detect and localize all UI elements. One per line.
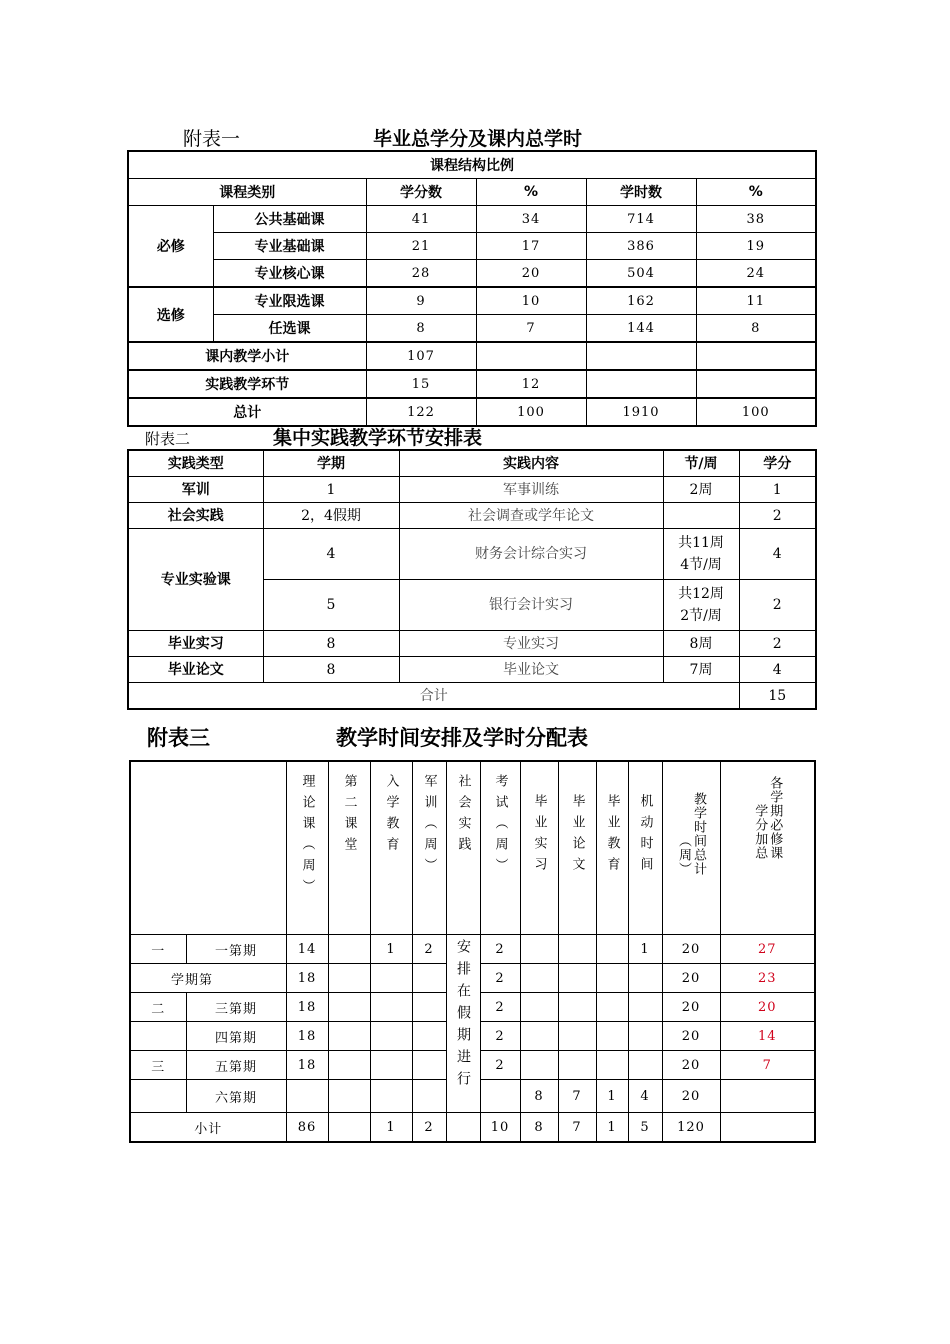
subtotal-label: 小计: [130, 1113, 286, 1143]
flex-cell: 4: [628, 1080, 662, 1113]
theory-cell: [286, 1080, 328, 1113]
row-name: 任选课: [213, 315, 366, 343]
appendix2-label: 附表二: [145, 430, 191, 448]
lab-content: 银行会计实习: [399, 580, 663, 631]
term-cell: 五第期: [186, 1051, 286, 1080]
header-content: 实践内容: [399, 450, 663, 477]
credits-cell: [720, 1080, 815, 1113]
row-weeks: [663, 503, 739, 529]
year-cell: 三: [130, 1051, 186, 1080]
subtotal-label: 课内教学小计: [128, 342, 366, 370]
row-hours: 162: [586, 287, 696, 315]
appendix1-title: 毕业总学分及课内总学时: [373, 128, 583, 150]
flex-cell: [628, 1051, 662, 1080]
intern-cell: [520, 964, 558, 993]
grad-edu-cell: [596, 1051, 628, 1080]
row-hour-pct: 19: [696, 233, 816, 260]
total-hour-pct: 100: [696, 398, 816, 426]
total-hours: 1910: [586, 398, 696, 426]
term-cell: 三第期: [186, 993, 286, 1022]
row-credits: 8: [366, 315, 476, 343]
col-grad-edu: 毕业教育: [596, 761, 628, 935]
intern-cell: [520, 1051, 558, 1080]
row-term: 2，4假期: [263, 503, 399, 529]
col-intern: 毕业实习: [520, 761, 558, 935]
intern-cell: 8: [520, 1080, 558, 1113]
military-cell: [412, 1080, 446, 1113]
exam-cell: 2: [480, 964, 520, 993]
subtotal-total: 120: [662, 1113, 720, 1143]
grad-edu-cell: [596, 993, 628, 1022]
row-type: 毕业实习: [128, 631, 263, 657]
total-cell: 20: [662, 935, 720, 964]
grad-edu-cell: [596, 964, 628, 993]
appendix1-label: 附表一: [183, 128, 241, 150]
row-weeks: 2周: [663, 477, 739, 503]
subtotal-military: 2: [412, 1113, 446, 1143]
military-cell: [412, 964, 446, 993]
entry-cell: [370, 1051, 412, 1080]
term-cell: 四第期: [186, 1022, 286, 1051]
military-cell: 2: [412, 935, 446, 964]
term-cell: 一第期: [186, 935, 286, 964]
military-cell: [412, 1022, 446, 1051]
year-cell: [130, 1022, 186, 1051]
subtotal-credits: 107: [366, 342, 476, 370]
subtotal-entry: 1: [370, 1113, 412, 1143]
exam-cell: 2: [480, 1022, 520, 1051]
military-cell: [412, 1051, 446, 1080]
header-credits: 学分数: [366, 179, 476, 206]
total-label: 合计: [128, 683, 739, 710]
col-military: 军训（周）: [412, 761, 446, 935]
flex-cell: [628, 993, 662, 1022]
row-hours: 504: [586, 260, 696, 288]
lab-weeks: [663, 580, 739, 631]
entry-cell: [370, 993, 412, 1022]
lab-weeks-total: 共12周: [678, 586, 724, 602]
theory-cell: 14: [286, 935, 328, 964]
header-type: 实践类型: [128, 450, 263, 477]
intern-cell: [520, 993, 558, 1022]
year-cell: 一: [130, 935, 186, 964]
social-note: 安排在假期进行: [446, 935, 480, 1113]
credits-cell: 23: [720, 964, 815, 993]
row-content: 专业实习: [399, 631, 663, 657]
credits-cell: 7: [720, 1051, 815, 1080]
col-total-weeks: [662, 761, 720, 935]
header-credit-pct: %: [476, 179, 586, 206]
practice-credits: 15: [366, 370, 476, 398]
row-credit-pct: 34: [476, 206, 586, 233]
row-hours: 386: [586, 233, 696, 260]
row-type: 军训: [128, 477, 263, 503]
row-name: 专业限选课: [213, 287, 366, 315]
intern-cell: [520, 1022, 558, 1051]
total-credit-pct: 100: [476, 398, 586, 426]
year-cell: 二: [130, 993, 186, 1022]
theory-cell: 18: [286, 993, 328, 1022]
row-name: 专业基础课: [213, 233, 366, 260]
appendix2-title: 集中实践教学环节安排表: [273, 427, 483, 449]
row-credit-pct: 20: [476, 260, 586, 288]
col-second: 第二课堂: [328, 761, 370, 935]
row-term: 1: [263, 477, 399, 503]
entry-cell: [370, 1080, 412, 1113]
header-weeks: 节/周: [663, 450, 739, 477]
exam-cell: 2: [480, 993, 520, 1022]
subtotal-grad-edu: 1: [596, 1113, 628, 1143]
grad-edu-cell: 1: [596, 1080, 628, 1113]
col-entry: 入学教育: [370, 761, 412, 935]
credits-cell: 27: [720, 935, 815, 964]
col-total-weeks-1: 教学时间总计: [691, 792, 706, 876]
practice-credit-pct: 12: [476, 370, 586, 398]
total-label: 总计: [128, 398, 366, 426]
theory-cell: 18: [286, 1051, 328, 1080]
term-cell: 六第期: [186, 1080, 286, 1113]
subtotal-exam: 10: [480, 1113, 520, 1143]
subtotal-thesis: 7: [558, 1113, 596, 1143]
credits-cell: 20: [720, 993, 815, 1022]
row-name: 公共基础课: [213, 206, 366, 233]
subtotal-theory: 86: [286, 1113, 328, 1143]
appendix3-label: 附表三: [147, 726, 210, 750]
row-term: 8: [263, 657, 399, 683]
row-credits: 21: [366, 233, 476, 260]
row-credits: 28: [366, 260, 476, 288]
practice-label: 实践教学环节: [128, 370, 366, 398]
thesis-cell: [558, 935, 596, 964]
entry-cell: [370, 1022, 412, 1051]
theory-cell: 18: [286, 1022, 328, 1051]
year-cell: 学期第: [130, 964, 286, 993]
lab-weeks: [663, 529, 739, 580]
col-total-weeks-2: （周）: [676, 834, 691, 876]
practice-schedule-table: [127, 449, 817, 710]
thesis-cell: [558, 964, 596, 993]
exam-cell: [480, 1080, 520, 1113]
grad-edu-cell: [596, 935, 628, 964]
total-cell: 20: [662, 993, 720, 1022]
intern-cell: [520, 935, 558, 964]
row-credits: 2: [739, 631, 816, 657]
lab-credits: 2: [739, 580, 816, 631]
entry-cell: [370, 964, 412, 993]
military-cell: [412, 993, 446, 1022]
thesis-cell: 7: [558, 1080, 596, 1113]
total-credits: 15: [739, 683, 816, 710]
row-credits: 1: [739, 477, 816, 503]
lab-weeks-per: 2节/周: [680, 608, 722, 624]
row-content: 社会调查或学年论文: [399, 503, 663, 529]
header-hour-pct: %: [696, 179, 816, 206]
col-flex: 机动时间: [628, 761, 662, 935]
lab-weeks-per: 4节/周: [680, 557, 722, 573]
row-credit-pct: 10: [476, 287, 586, 315]
row-term: 8: [263, 631, 399, 657]
lab-weeks-total: 共11周: [678, 535, 724, 551]
col-credits-2: 学分加总: [752, 804, 768, 860]
col-social: 社会实践: [446, 761, 480, 935]
row-hour-pct: 8: [696, 315, 816, 343]
entry-cell: 1: [370, 935, 412, 964]
teaching-time-table: [129, 760, 816, 1143]
row-weeks: 7周: [663, 657, 739, 683]
thesis-cell: [558, 993, 596, 1022]
col-exam: 考试（周）: [480, 761, 520, 935]
subtotal-intern: 8: [520, 1113, 558, 1143]
thesis-cell: [558, 1022, 596, 1051]
thesis-cell: [558, 1051, 596, 1080]
row-credits: 9: [366, 287, 476, 315]
lab-term: 4: [263, 529, 399, 580]
year-cell: [130, 1080, 186, 1113]
header-term: 学期: [263, 450, 399, 477]
col-thesis: 毕业论文: [558, 761, 596, 935]
header-hours: 学时数: [586, 179, 696, 206]
lab-type: 专业实验课: [128, 529, 263, 631]
total-cell: 20: [662, 964, 720, 993]
subtotal-flex: 5: [628, 1113, 662, 1143]
row-type: 社会实践: [128, 503, 263, 529]
row-hour-pct: 24: [696, 260, 816, 288]
row-hours: 714: [586, 206, 696, 233]
row-hour-pct: 38: [696, 206, 816, 233]
row-credits: 41: [366, 206, 476, 233]
header-credits: 学分: [739, 450, 816, 477]
flex-cell: 1: [628, 935, 662, 964]
col-credits: [720, 761, 815, 935]
row-content: 毕业论文: [399, 657, 663, 683]
col-credits-1: 各学期必修课: [767, 776, 783, 860]
lab-content: 财务会计综合实习: [399, 529, 663, 580]
row-hour-pct: 11: [696, 287, 816, 315]
row-hours: 144: [586, 315, 696, 343]
lab-credits: 4: [739, 529, 816, 580]
row-weeks: 8周: [663, 631, 739, 657]
total-cell: 20: [662, 1051, 720, 1080]
flex-cell: [628, 1022, 662, 1051]
exam-cell: 2: [480, 935, 520, 964]
group-elective: 选修: [128, 287, 213, 342]
lab-term: 5: [263, 580, 399, 631]
total-credits: 122: [366, 398, 476, 426]
flex-cell: [628, 964, 662, 993]
row-credit-pct: 7: [476, 315, 586, 343]
group-required: 必修: [128, 206, 213, 288]
course-structure-table: [127, 150, 817, 427]
col-theory: 理论课（周）: [286, 761, 328, 935]
row-credits: 2: [739, 503, 816, 529]
exam-cell: 2: [480, 1051, 520, 1080]
row-credit-pct: 17: [476, 233, 586, 260]
total-cell: 20: [662, 1022, 720, 1051]
header-category: 课程类别: [128, 179, 366, 206]
theory-cell: 18: [286, 964, 328, 993]
credits-cell: 14: [720, 1022, 815, 1051]
row-credits: 4: [739, 657, 816, 683]
grad-edu-cell: [596, 1022, 628, 1051]
row-content: 军事训练: [399, 477, 663, 503]
appendix3-title: 教学时间安排及学时分配表: [336, 726, 588, 750]
row-name: 专业核心课: [213, 260, 366, 288]
total-cell: 20: [662, 1080, 720, 1113]
row-type: 毕业论文: [128, 657, 263, 683]
table-title: 课程结构比例: [128, 151, 816, 179]
